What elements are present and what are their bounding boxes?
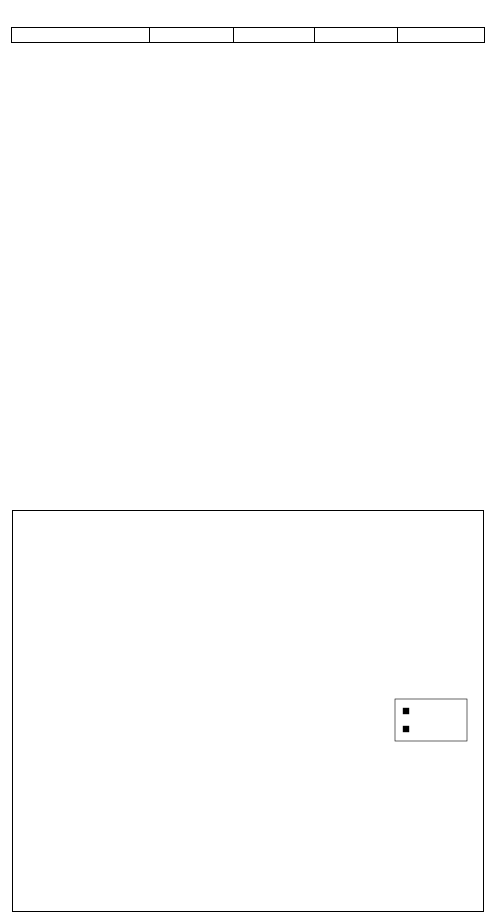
chart-frame	[12, 510, 484, 912]
production-imports-chart	[13, 511, 483, 911]
header-production	[150, 28, 234, 43]
header-production-yoy	[234, 28, 315, 43]
table-header-row	[12, 28, 485, 43]
header-imports-yoy	[398, 28, 485, 43]
legend-swatch-imports	[403, 726, 409, 732]
legend-swatch-production	[403, 708, 409, 714]
header-year	[12, 28, 150, 43]
header-imports	[315, 28, 398, 43]
chart-legend	[395, 699, 467, 741]
data-table	[11, 27, 485, 43]
